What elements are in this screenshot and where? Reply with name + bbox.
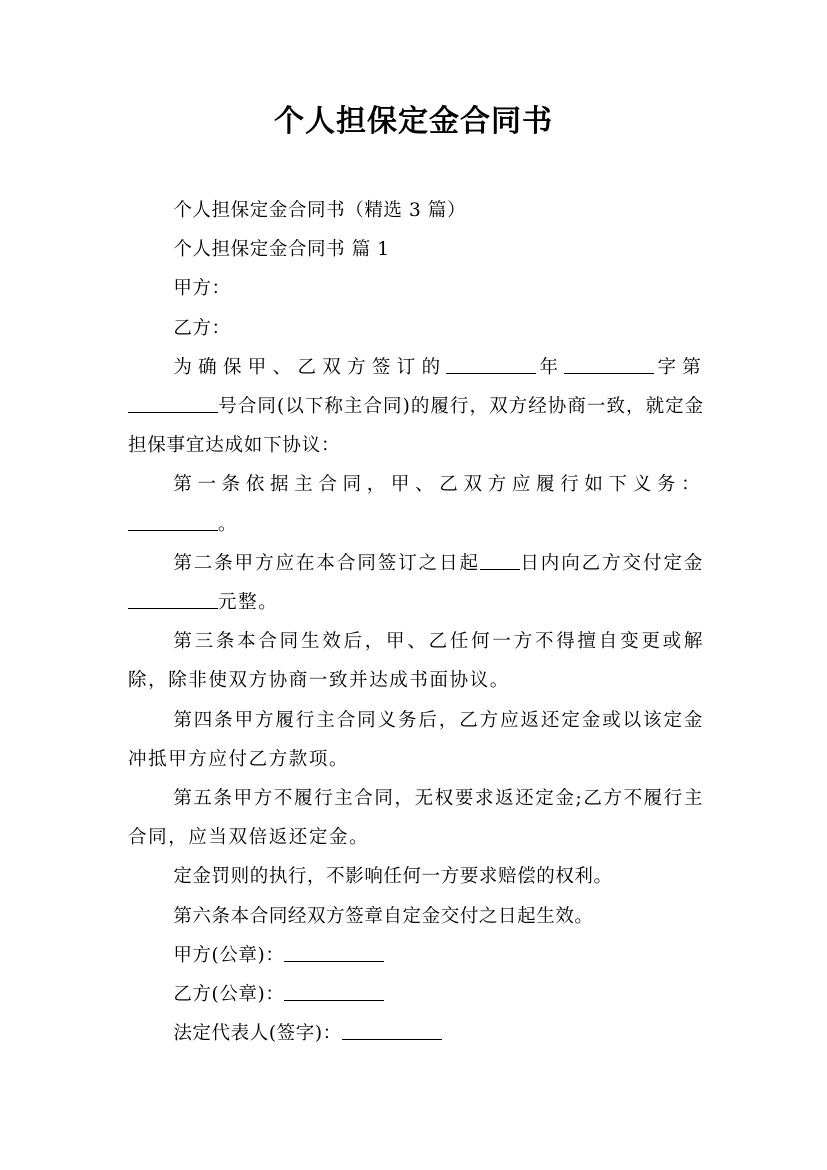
article-3 xyxy=(128,622,704,700)
signature-party-b-blank xyxy=(284,981,384,1001)
article-1-end: 。 xyxy=(218,513,241,535)
signature-representative-blank xyxy=(342,1021,442,1041)
article-1-text: 第一条依据主合同，甲、乙双方应履行如下义务： xyxy=(173,474,704,496)
subtitle-paragraph xyxy=(128,191,704,230)
signature-party-a-label: 甲方(公章)： xyxy=(173,944,285,966)
contract-number-blank xyxy=(128,393,218,413)
intro-text-4: 号合同(以下称主合同)的履行，双方经协商一致，就定金担保事宜达成如下协议： xyxy=(128,396,704,457)
intro-paragraph xyxy=(128,348,704,466)
document-title: 个人担保定金合同书 xyxy=(274,104,553,139)
article-6 xyxy=(128,897,704,936)
intro-text-3: 字第 xyxy=(654,356,704,378)
party-b-line xyxy=(128,309,704,348)
deposit-days-blank xyxy=(480,550,520,570)
document-body xyxy=(128,191,704,1053)
signature-party-b xyxy=(128,975,704,1014)
article-4 xyxy=(128,701,704,779)
signature-party-a xyxy=(128,936,704,975)
article-2 xyxy=(128,544,704,622)
deposit-amount-blank xyxy=(128,589,218,609)
article-5 xyxy=(128,779,704,857)
intro-text-2: 年 xyxy=(536,356,565,378)
intro-text-1: 为确保甲、乙双方签订的 xyxy=(173,356,447,378)
part-heading xyxy=(128,230,704,269)
party-a-label: 甲方： xyxy=(173,278,231,300)
article-4-text: 第四条甲方履行主合同义务后，乙方应返还定金或以该定金冲抵甲方应付乙方款项。 xyxy=(128,709,704,770)
article-2-text-3: 元整。 xyxy=(218,592,279,614)
party-a-line xyxy=(128,269,704,308)
contract-year-blank xyxy=(446,354,536,374)
article-2-text-2: 日内向乙方交付定金 xyxy=(519,552,704,574)
penalty-paragraph xyxy=(128,857,704,896)
signature-representative-label: 法定代表人(签字)： xyxy=(173,1023,342,1045)
subtitle-text: 个人担保定金合同书（精选 3 篇） xyxy=(173,200,467,221)
article-5-text: 第五条甲方不履行主合同，无权要求返还定金;乙方不履行主合同，应当双倍返还定金。 xyxy=(128,788,704,849)
part-heading-text: 个人担保定金合同书 篇 1 xyxy=(173,239,390,261)
signature-party-a-blank xyxy=(284,942,384,962)
article-3-text: 第三条本合同生效后，甲、乙任何一方不得擅自变更或解除，除非使双方协商一致并达成书面协议。 xyxy=(128,631,704,692)
article-1-blank xyxy=(128,511,218,531)
article-2-text-1: 第二条甲方应在本合同签订之日起 xyxy=(173,552,480,574)
party-b-label: 乙方： xyxy=(173,317,231,339)
article-6-text: 第六条本合同经双方签章自定金交付之日起生效。 xyxy=(173,905,594,927)
contract-word-blank xyxy=(564,354,654,374)
signature-representative xyxy=(128,1014,704,1053)
article-1 xyxy=(128,465,704,543)
penalty-text: 定金罚则的执行，不影响任何一方要求赔偿的权利。 xyxy=(173,866,613,888)
signature-party-b-label: 乙方(公章)： xyxy=(173,984,285,1006)
